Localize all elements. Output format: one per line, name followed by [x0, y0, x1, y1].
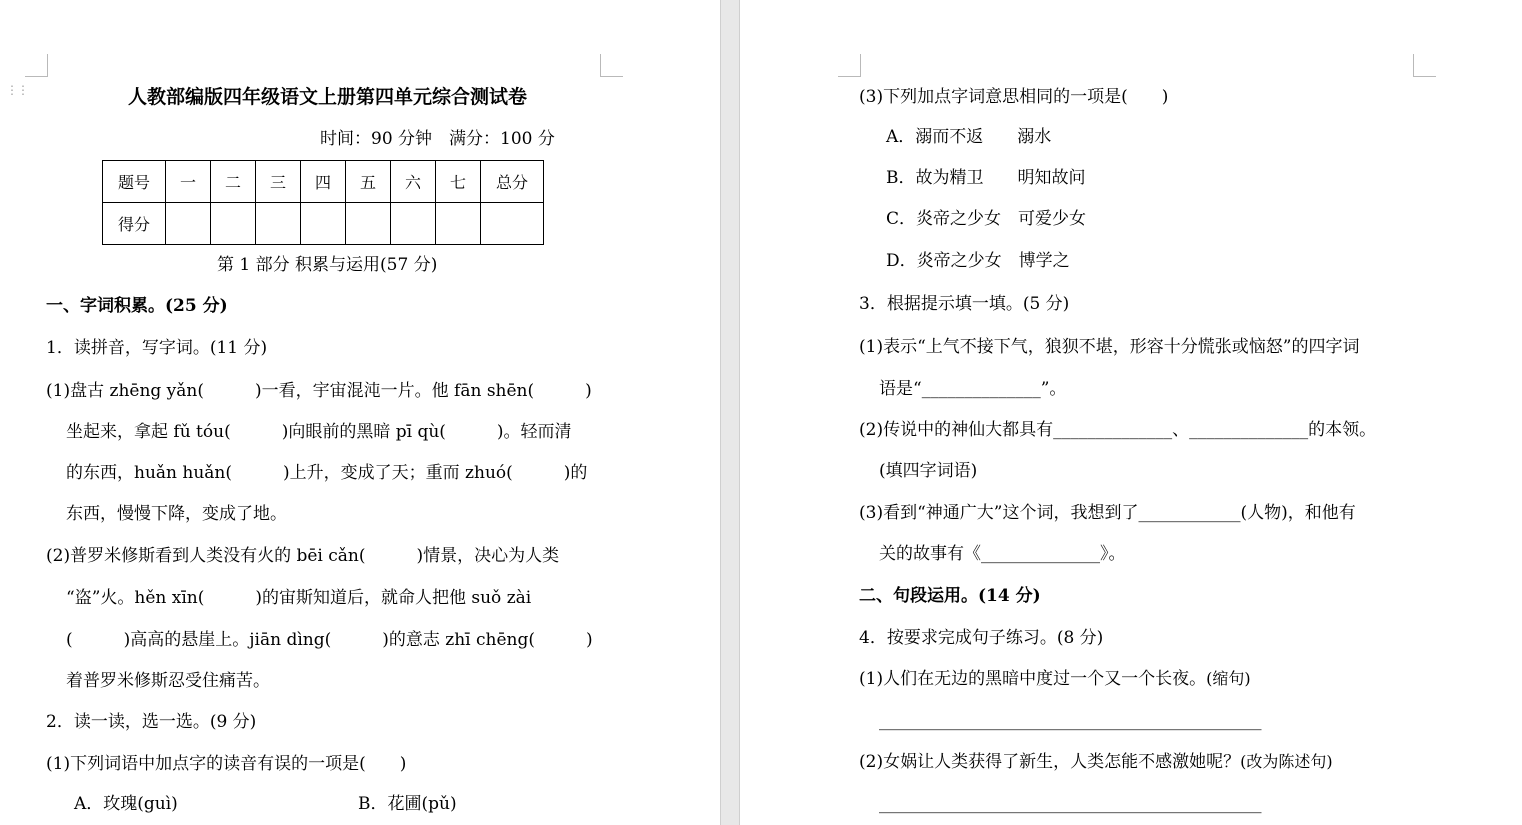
question-line: (1)表示“上气不接下气，狼狈不堪，形容十分慌张或恼怒”的四字词	[859, 337, 1360, 357]
question-line: 关的故事有《______________》。	[879, 544, 1126, 564]
section-heading: 二、句段运用。(14 分)	[859, 586, 1041, 606]
score-table-empty-cell[interactable]	[166, 203, 211, 245]
question-heading: 2．读一读，选一选。(9 分)	[46, 712, 257, 732]
choice-option: C．炎帝之少女 可爱少女	[886, 209, 1087, 229]
score-table-cell: 得分	[103, 203, 166, 245]
part-heading: 第 1 部分 积累与运用(57 分)	[217, 255, 438, 275]
question-heading: 4．按要求完成句子练习。(8 分)	[859, 628, 1104, 648]
question-line: (填四字词语)	[879, 461, 978, 481]
score-table-empty-cell[interactable]	[211, 203, 256, 245]
question-text: (2)女娲让人类获得了新生，人类怎能不感激她呢？	[859, 752, 1241, 772]
score-table-cell: 七	[436, 161, 481, 203]
score-table-empty-cell[interactable]	[256, 203, 301, 245]
score-table	[102, 160, 544, 245]
score-table-cell: 二	[211, 161, 256, 203]
question-line: (2)普罗米修斯看到人类没有火的 bēi cǎn( )情景，决心为人类	[46, 546, 560, 566]
crop-mark-top-right	[1413, 54, 1436, 77]
score-table-cell: 六	[391, 161, 436, 203]
score-table-score-row	[103, 203, 544, 245]
answer-line[interactable]: _____________________________________________	[879, 794, 1262, 814]
score-table-empty-cell[interactable]	[481, 203, 544, 245]
choice-option: B．花圃(pǔ)	[358, 794, 457, 814]
crop-mark-top-left	[25, 54, 48, 77]
question-line: (1)下列词语中加点字的读音有误的一项是( )	[46, 754, 407, 774]
question-line: 着普罗米修斯忍受住痛苦。	[66, 671, 270, 691]
question-heading: 1．读拼音，写字词。(11 分)	[46, 338, 268, 358]
choice-option: A．溺而不返 溺水	[886, 127, 1052, 147]
score-table-cell: 一	[166, 161, 211, 203]
question-text: (1)人们在无边的黑暗中度过一个又一个长夜。	[859, 669, 1207, 689]
score-table-cell: 四	[301, 161, 346, 203]
question-line: 语是“______________”。	[879, 379, 1067, 399]
score-table-header-row	[103, 161, 544, 203]
exam-title: 人教部编版四年级语文上册第四单元综合测试卷	[128, 86, 528, 108]
question-line: 坐起来，拿起 fǔ tóu( )向眼前的黑暗 pī qù( )。轻而清	[66, 422, 572, 442]
table-move-handle-icon[interactable]: ⋮⋮	[6, 83, 28, 97]
crop-mark-top-right	[600, 54, 623, 77]
score-table-empty-cell[interactable]	[301, 203, 346, 245]
question-line: ( )高高的悬崖上。jiān dìng( )的意志 zhī chēng( )	[66, 630, 593, 650]
question-line: (3)下列加点字词意思相同的一项是( )	[859, 87, 1169, 107]
question-line: 东西，慢慢下降，变成了地。	[66, 504, 287, 524]
score-table-cell: 五	[346, 161, 391, 203]
instruction-hint: (改为陈述句)	[1240, 752, 1333, 771]
page-separator	[720, 0, 740, 825]
document-page-right	[740, 0, 1522, 825]
question-line: (3)看到“神通广大”这个词，我想到了____________(人物)，和他有	[859, 503, 1356, 523]
question-line	[859, 751, 1333, 773]
choice-option: A．玫瑰(guì)	[74, 794, 178, 814]
answer-line[interactable]: _____________________________________________	[879, 711, 1262, 731]
score-table-empty-cell[interactable]	[346, 203, 391, 245]
question-line: (1)盘古 zhēng yǎn( )一看，宇宙混沌一片。他 fān shēn( )	[46, 381, 592, 401]
choice-option: B．故为精卫 明知故问	[886, 168, 1086, 188]
question-line: (2)传说中的神仙大都具有______________、______________的本领。	[859, 420, 1377, 440]
section-heading: 一、字词积累。(25 分)	[46, 296, 228, 316]
question-heading: 3．根据提示填一填。(5 分)	[859, 294, 1070, 314]
choice-option: D．炎帝之少女 博学之	[886, 251, 1070, 271]
score-table-empty-cell[interactable]	[391, 203, 436, 245]
document-page-left	[0, 0, 720, 825]
instruction-hint: (缩句)	[1206, 669, 1251, 688]
score-table-cell: 三	[256, 161, 301, 203]
question-line	[859, 668, 1251, 690]
score-table-cell: 题号	[103, 161, 166, 203]
score-table-empty-cell[interactable]	[436, 203, 481, 245]
question-line: 的东西，huǎn huǎn( )上升，变成了天；重而 zhuó( )的	[66, 463, 588, 483]
crop-mark-top-left	[838, 54, 861, 77]
exam-time-score: 时间：90 分钟 满分：100 分	[320, 129, 555, 149]
question-line: “盗”火。hěn xīn( )的宙斯知道后，就命人把他 suǒ zài	[66, 588, 532, 608]
score-table-cell: 总分	[481, 161, 544, 203]
